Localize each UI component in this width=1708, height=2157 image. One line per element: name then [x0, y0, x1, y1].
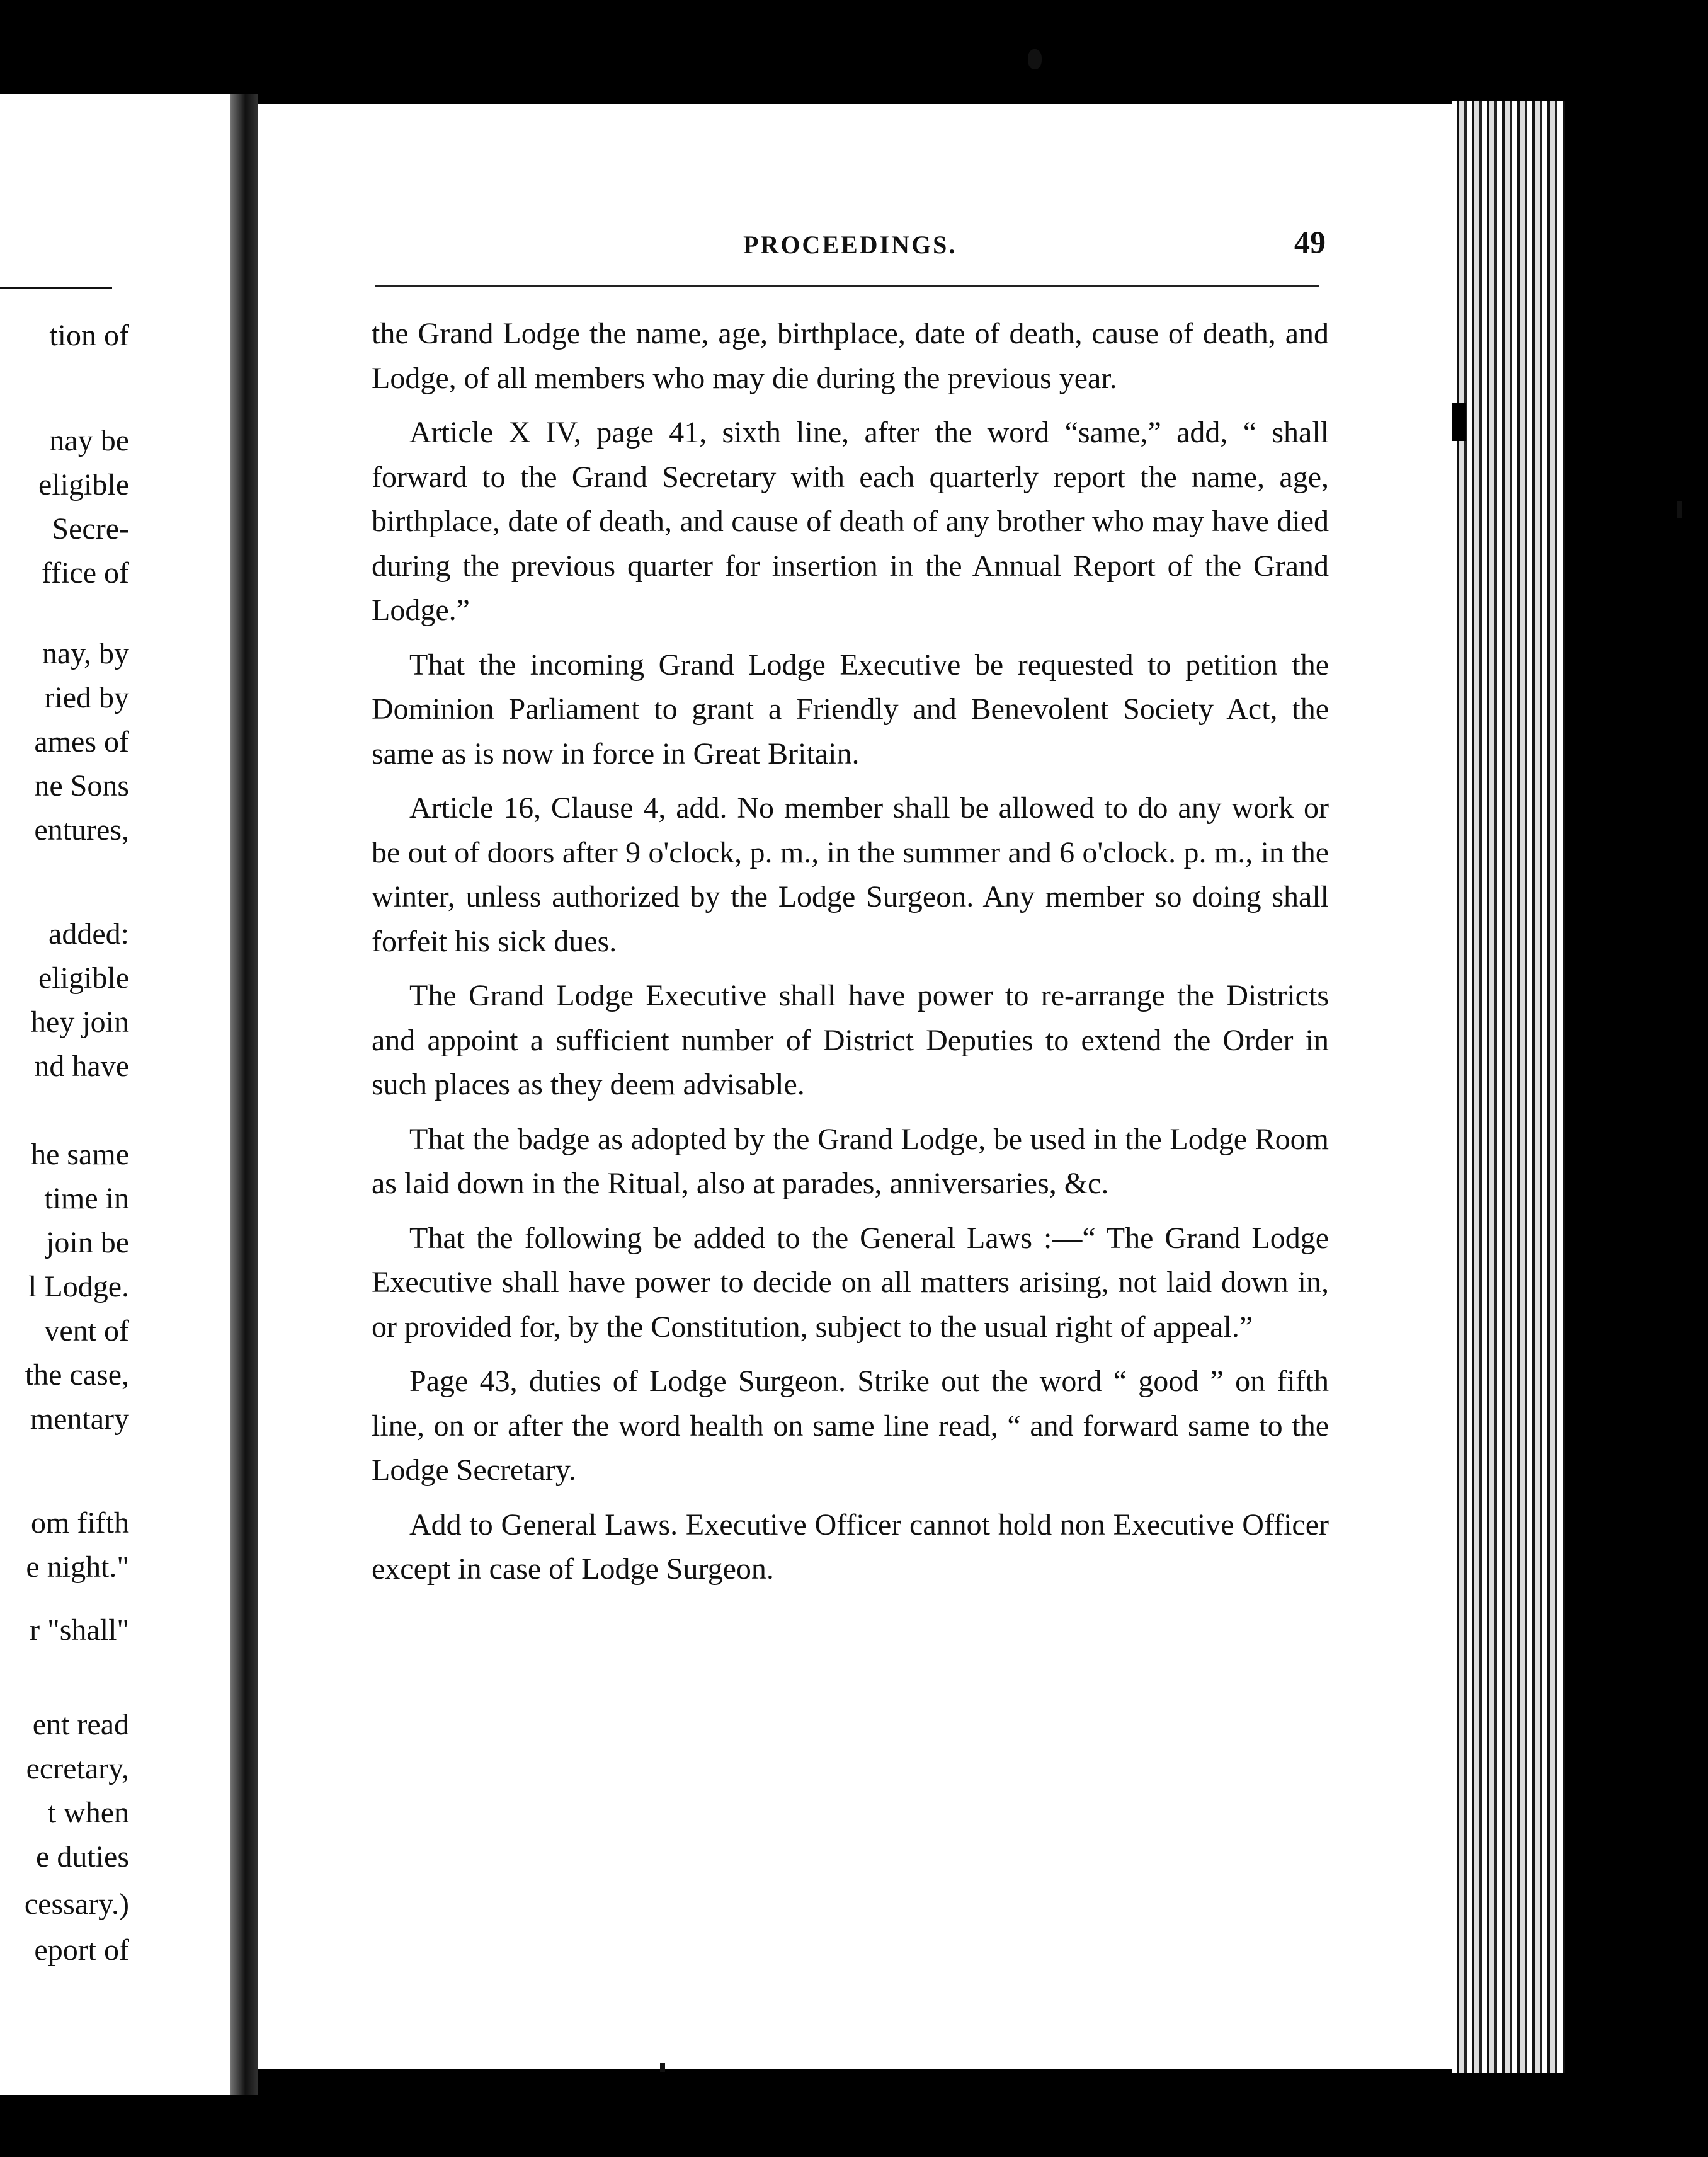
left-text-line: hey join: [31, 1005, 129, 1039]
ink-speck: [1677, 501, 1682, 518]
left-page-text: [0, 94, 129, 2095]
paragraph: That the incoming Grand Lodge Executive be requested to petition the Dominion Parliament to grant a Friendly and Benevolent Society Act, the same as is now in force in Great Britain.: [372, 648, 1329, 770]
running-head: [375, 224, 1326, 274]
left-page: [0, 94, 230, 2095]
page-body: [372, 312, 1329, 1602]
left-text-line: eligible: [38, 961, 129, 995]
left-text-line: cessary.): [24, 1887, 129, 1921]
left-text-line: ffice of: [41, 556, 129, 590]
left-text-line: eligible: [38, 468, 129, 501]
left-text-line: r "shall": [30, 1613, 129, 1647]
left-text-line: nay be: [49, 424, 129, 457]
left-text-line: he same: [31, 1138, 129, 1171]
left-text-line: nay, by: [42, 637, 129, 670]
left-text-line: mentary: [30, 1402, 129, 1436]
page-edges: [1452, 101, 1565, 2073]
left-text-line: ames of: [34, 725, 129, 758]
header-rule: [375, 285, 1319, 287]
paragraph: Article X IV, page 41, sixth line, after the word “same,” add, “ shall forward to the Grand Secretary with each quarterly report the name, age, birthplace, date of death, and cause of death of any brother who may have died during the previous quarter for insertion in the Annual Report of the Grand Lodge.”: [372, 416, 1329, 627]
left-text-line: ecretary,: [26, 1752, 129, 1785]
left-text-line: t when: [47, 1796, 129, 1829]
left-text-line: Secre-: [52, 512, 129, 546]
ink-speck: [1028, 49, 1042, 69]
paragraph: Article 16, Clause 4, add. No member shall be allowed to do any work or be out of doors after 9 o'clock, p. m., in the summer and 6 o'clock. p. m., in the winter, unless authorized by the Lodge Surgeon. Any member so doing shall forfeit his sick dues.: [372, 791, 1329, 958]
left-text-line: ne Sons: [34, 769, 129, 803]
page-title: PROCEEDINGS.: [743, 231, 957, 259]
paragraph: the Grand Lodge the name, age, birthplace, date of death, cause of death, and Lodge, of all members who may die during the previous year.: [372, 317, 1329, 395]
left-text-line: entures,: [34, 813, 129, 847]
paragraph: Page 43, duties of Lodge Surgeon. Strike out the word “ good ” on fifth line, on or after the word health on same line read, “ and forward same to the Lodge Secretary.: [372, 1365, 1329, 1487]
left-text-line: join be: [46, 1226, 129, 1259]
left-text-line: tion of: [49, 319, 129, 352]
left-text-line: eport of: [34, 1933, 129, 1967]
left-text-line: time in: [44, 1182, 129, 1215]
left-text-line: l Lodge.: [28, 1270, 129, 1303]
left-text-line: the case,: [25, 1358, 129, 1392]
paragraph: The Grand Lodge Executive shall have power to re-arrange the Districts and appoint a sufficient number of District Deputies to extend the Order in such places as they deem advisable.: [372, 979, 1329, 1101]
paragraph: Add to General Laws. Executive Officer cannot hold non Executive Officer except in case of Lodge Surgeon.: [372, 1508, 1329, 1586]
paragraph: That the following be added to the General Laws :—“ The Grand Lodge Executive shall have power to decide on all matters arising, not laid down in, or provided for, by the Constitution, subject to the usual right of appeal.”: [372, 1221, 1329, 1344]
book-gutter: [230, 94, 258, 2095]
ink-speck: [660, 2063, 665, 2072]
edge-mark: [1452, 403, 1466, 441]
left-text-line: ent read: [32, 1708, 129, 1741]
page-number: 49: [1294, 224, 1326, 260]
left-text-line: nd have: [34, 1050, 129, 1083]
left-text-line: ried by: [44, 681, 129, 714]
left-text-line: added:: [48, 917, 129, 951]
paragraph: That the badge as adopted by the Grand Lodge, be used in the Lodge Room as laid down in the Ritual, also at parades, anniversaries, &c.: [372, 1122, 1329, 1200]
left-text-line: om fifth: [31, 1506, 129, 1540]
left-text-line: e duties: [36, 1840, 129, 1874]
left-text-line: vent of: [44, 1314, 129, 1347]
left-text-line: e night.": [26, 1550, 129, 1584]
